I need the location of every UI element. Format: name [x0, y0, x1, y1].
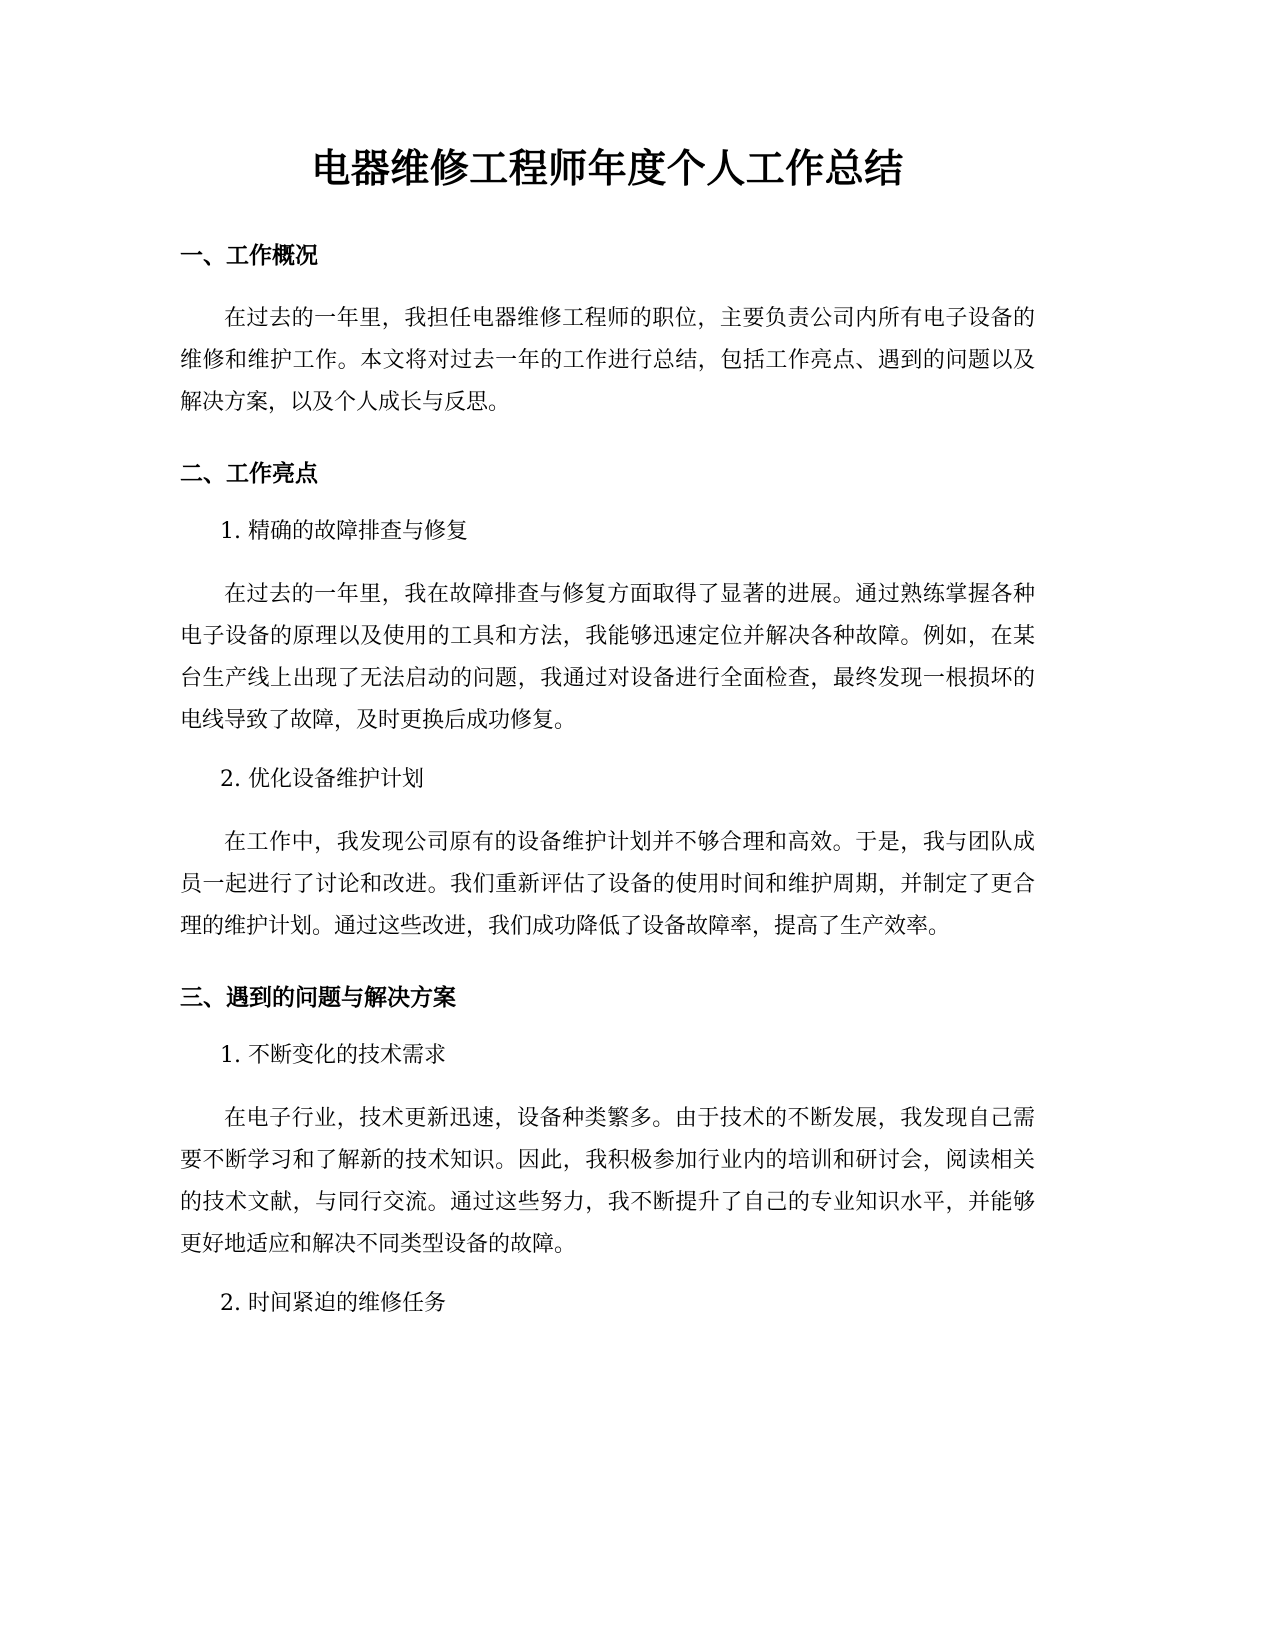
page-title: 电器维修工程师年度个人工作总结	[311, 147, 904, 192]
highlight-item-1-title: 1. 精确的故障排查与修复	[220, 519, 468, 544]
problem-item-1-title: 1. 不断变化的技术需求	[220, 1043, 446, 1068]
overview-paragraph: 在过去的一年里，我担任电器维修工程师的职位，主要负责公司内所有电子设备的维修和维护工作。本文将对过去一年的工作进行总结，包括工作亮点、遇到的问题以及解决方案，以及个人成长与反思。	[180, 306, 1035, 415]
highlight-item-1-paragraph: 在过去的一年里，我在故障排查与修复方面取得了显著的进展。通过熟练掌握各种电子设备的原理以及使用的工具和方法，我能够迅速定位并解决各种故障。例如，在某台生产线上出现了无法启动的问题，我通过对设备进行全面检查，最终发现一根损坏的电线导致了故障，及时更换后成功修复。	[180, 582, 1035, 733]
section-heading-highlights: 二、工作亮点	[180, 461, 318, 487]
highlight-item-2-title: 2. 优化设备维护计划	[220, 767, 424, 792]
section-heading-overview: 一、工作概况	[180, 243, 318, 269]
section-heading-problems: 三、遇到的问题与解决方案	[180, 985, 456, 1011]
problem-item-2-title: 2. 时间紧迫的维修任务	[220, 1291, 446, 1316]
document-body	[180, 142, 1035, 1320]
problem-item-1-paragraph: 在电子行业，技术更新迅速，设备种类繁多。由于技术的不断发展，我发现自己需要不断学习和了解新的技术知识。因此，我积极参加行业内的培训和研讨会，阅读相关的技术文献，与同行交流。通过这些努力，我不断提升了自己的专业知识水平，并能够更好地适应和解决不同类型设备的故障。	[180, 1106, 1035, 1257]
highlight-item-2-paragraph: 在工作中，我发现公司原有的设备维护计划并不够合理和高效。于是，我与团队成员一起进行了讨论和改进。我们重新评估了设备的使用时间和维护周期，并制定了更合理的维护计划。通过这些改进，我们成功降低了设备故障率，提高了生产效率。	[180, 830, 1035, 939]
